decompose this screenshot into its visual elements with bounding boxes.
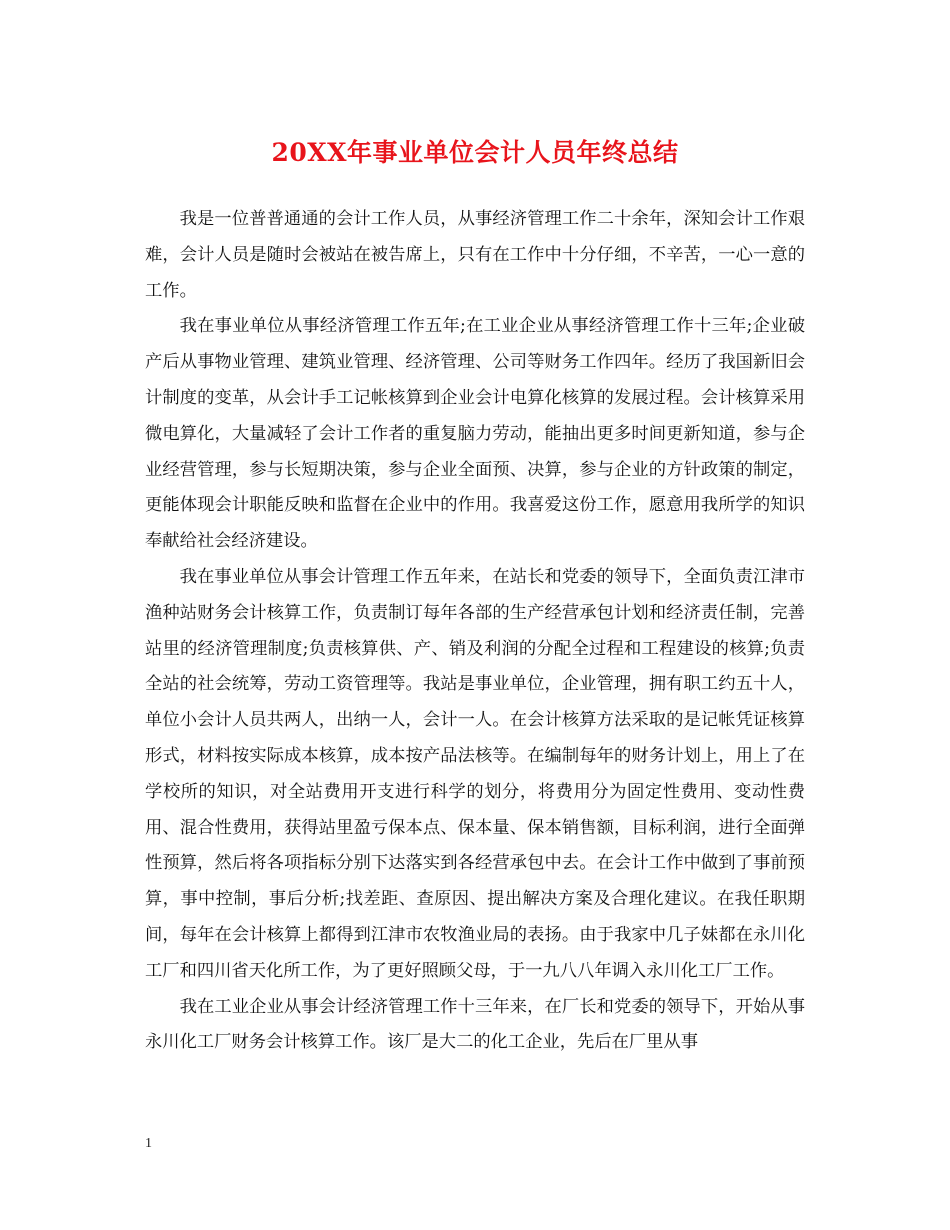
paragraph: 我在工业企业从事会计经济管理工作十三年来，在厂长和党委的领导下，开始从事永川化工厂财务会计核算工作。该厂是大二的化工企业，先后在厂里从事 <box>145 996 805 1053</box>
document-title: 20XX年事业单位会计人员年终总结 <box>271 138 679 167</box>
paragraph: 我在事业单位从事会计管理工作五年来，在站长和党委的领导下，全面负责江津市渔种站财务会计核算工作，负责制订每年各部的生产经营承包计划和经济责任制，完善站里的经济管理制度;负责核算供、产、销及利润的分配全过程和工程建设的核算;负责全站的社会统筹，劳动工资管理等。我站是事业单位，企业管理，拥有职工约五十人，单位小会计人员共两人，出纳一人，会计一人。在会计核算方法采取的是记帐凭证核算形式，材料按实际成本核算，成本按产品法核等。在编制每年的财务计划上，用上了在学校所的知识，对全站费用开支进行科学的划分，将费用分为固定性费用、变动性费用、混合性费用，获得站里盈亏保本点、保本量、保本销售额，目标利润，进行全面弹性预算，然后将各项指标分别下达落实到各经营承包中去。在会计工作中做到了事前预算，事中控制，事后分析;找差距、查原因、提出解决方案及合理化建议。在我任职期间，每年在会计核算上都得到江津市农牧渔业局的表扬。由于我家中几子妹都在永川化工厂和四川省天化所工作，为了更好照顾父母，于一九八八年调入永川化工厂工作。 <box>145 566 805 981</box>
paragraph: 我是一位普普通通的会计工作人员，从事经济管理工作二十余年，深知会计工作艰难，会计人员是随时会被站在被告席上，只有在工作中十分仔细，不辛苦，一心一意的工作。 <box>145 209 805 301</box>
document-body <box>145 202 805 1061</box>
page-number: 1 <box>145 1136 152 1151</box>
paragraph: 我在事业单位从事经济管理工作五年;在工业企业从事经济管理工作十三年;企业破产后从事物业管理、建筑业管理、经济管理、公司等财务工作四年。经历了我国新旧会计制度的变革，从会计手工记帐核算到企业会计电算化核算的发展过程。会计核算采用微电算化，大量减轻了会计工作者的重复脑力劳动，能抽出更多时间更新知道，参与企业经营管理，参与长短期决策，参与企业全面预、决算，参与企业的方针政策的制定，更能体现会计职能反映和监督在企业中的作用。我喜爱这份工作，愿意用我所学的知识奉献给社会经济建设。 <box>145 316 805 552</box>
